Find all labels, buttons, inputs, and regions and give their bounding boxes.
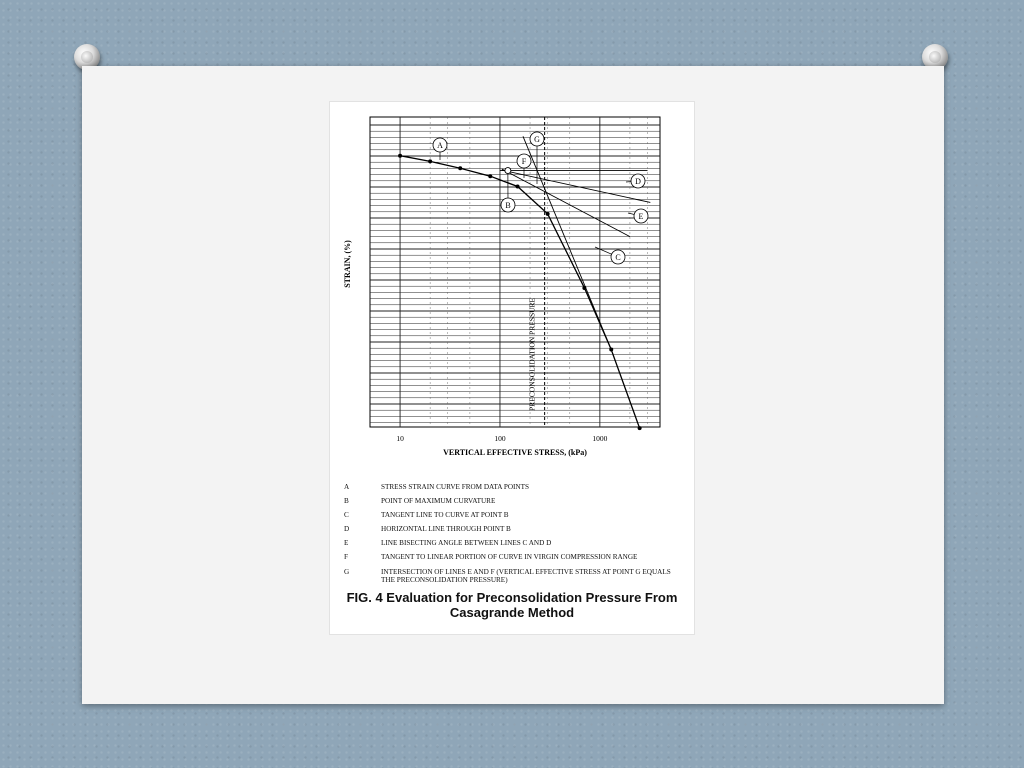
plot-frame — [370, 117, 660, 427]
legend-text: HORIZONTAL LINE THROUGH POINT B — [381, 525, 511, 533]
data-point — [638, 426, 642, 430]
legend-text: POINT OF MAXIMUM CURVATURE — [381, 497, 496, 505]
legend-key: A — [344, 483, 350, 491]
legend-key: E — [344, 539, 349, 547]
legend-key: F — [344, 553, 348, 561]
data-point — [516, 184, 520, 188]
data-point — [398, 154, 402, 158]
legend-text: TANGENT TO LINEAR PORTION OF CURVE IN VIRGIN COMPRESSION RANGE — [381, 553, 638, 561]
data-point — [582, 286, 586, 290]
legend-key: D — [344, 525, 350, 533]
figure-card — [329, 101, 695, 635]
data-point — [428, 159, 432, 163]
callout-letter-c: C — [615, 253, 621, 262]
data-point — [488, 174, 492, 178]
legend-text: INTERSECTION OF LINES E AND F (VERTICAL EFFECTIVE STRESS AT POINT G EQUALS THE PRECONSOLIDATION PRESSURE) — [381, 568, 671, 584]
x-tick-label: 100 — [494, 434, 506, 443]
legend-key: B — [344, 497, 349, 505]
preconsolidation-label: PRECONSOLIDATION PRESSURE — [527, 297, 537, 411]
legend-text: LINE BISECTING ANGLE BETWEEN LINES C AND D — [381, 539, 552, 547]
callout-letter-e: E — [638, 212, 644, 221]
legend-text: TANGENT LINE TO CURVE AT POINT B — [381, 511, 509, 519]
x-tick-label: 1000 — [592, 434, 608, 443]
point-b-marker — [505, 168, 511, 174]
data-point — [546, 212, 550, 216]
legend-key: C — [344, 511, 349, 519]
chart — [330, 102, 694, 467]
legend-key: G — [344, 568, 350, 576]
callout-letter-g: G — [534, 135, 540, 144]
callout-letter-d: D — [635, 177, 641, 186]
data-point — [458, 166, 462, 170]
y-axis-label: STRAIN, (%) — [343, 240, 352, 288]
data-point — [609, 348, 613, 352]
callout-letter-b: B — [505, 201, 511, 210]
x-tick-labels — [396, 434, 607, 443]
callout-letter-f: F — [521, 157, 527, 166]
x-axis-label: VERTICAL EFFECTIVE STRESS, (kPa) — [443, 448, 587, 457]
x-tick-label: 10 — [396, 434, 404, 443]
figure-caption: FIG. 4 Evaluation for Preconsolidation Pressure From Casagrande Method — [346, 590, 678, 620]
legend-text: STRESS STRAIN CURVE FROM DATA POINTS — [381, 483, 530, 491]
callout-letter-a: A — [437, 141, 443, 150]
